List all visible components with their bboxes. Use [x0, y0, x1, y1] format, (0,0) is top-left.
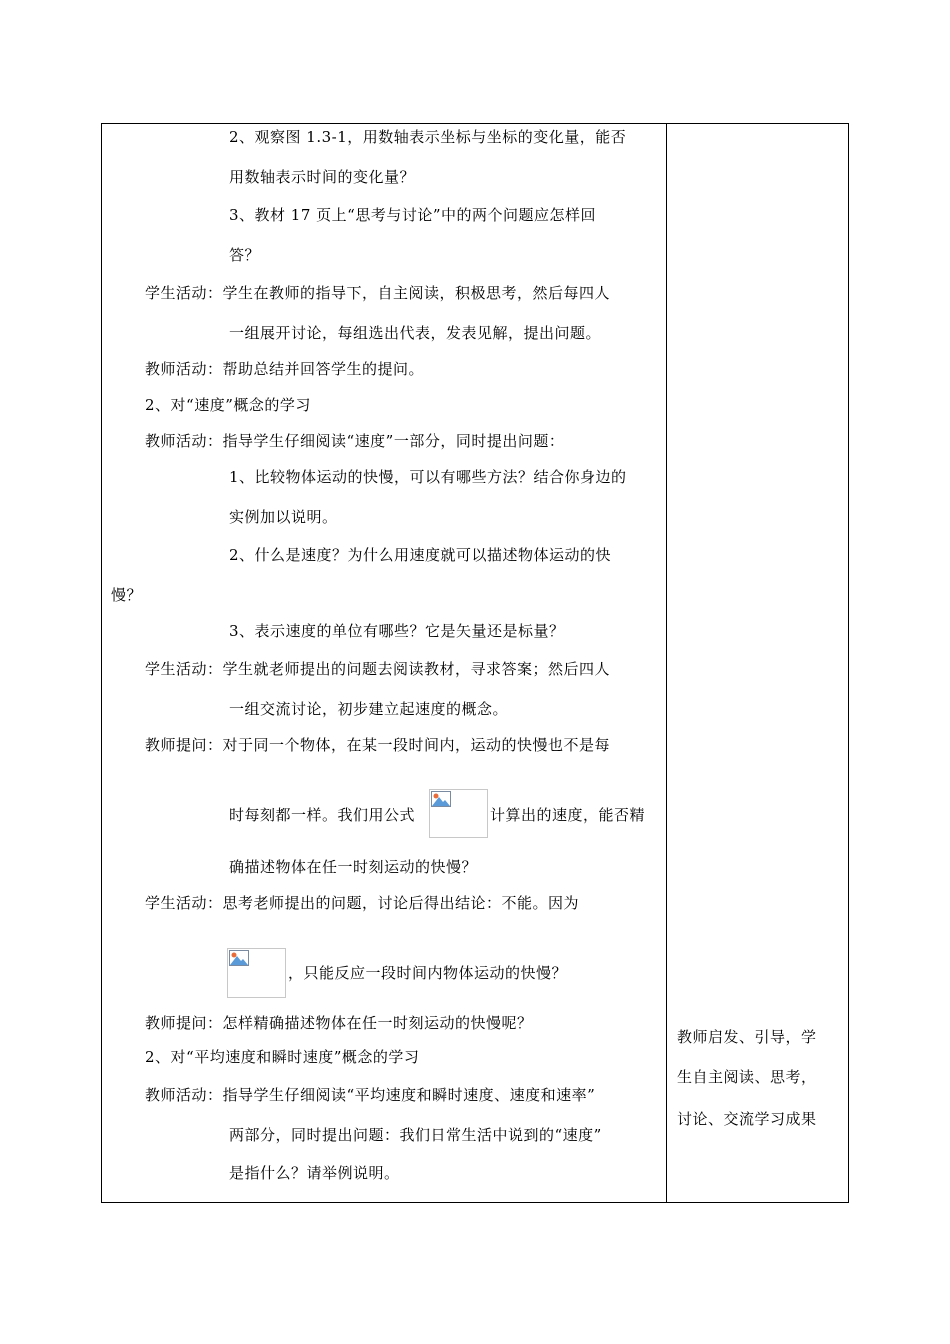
column-divider [666, 123, 667, 1203]
text-line: 2、什么是速度？为什么用速度就可以描述物体运动的快 [229, 546, 612, 564]
broken-image-icon [431, 791, 451, 807]
text-line: 3、教材 17 页上“思考与讨论”中的两个问题应怎样回 [229, 206, 597, 224]
section-heading: 2、对“平均速度和瞬时速度”概念的学习 [145, 1048, 420, 1066]
text-line: 学生活动：思考老师提出的问题，讨论后得出结论：不能。因为 [145, 894, 580, 912]
text-line: 一组交流讨论，初步建立起速度的概念。 [229, 700, 509, 718]
text-line: 一组展开讨论，每组选出代表，发表见解，提出问题。 [229, 324, 602, 342]
text-line: 实例加以说明。 [229, 508, 338, 526]
side-note-line: 教师启发、引导，学 [677, 1028, 817, 1046]
text-line: 学生活动：学生就老师提出的问题去阅读教材，寻求答案；然后四人 [145, 660, 611, 678]
text-line: 教师活动：指导学生仔细阅读“平均速度和瞬时速度、速度和速率” [145, 1086, 596, 1104]
text-line: 3、表示速度的单位有哪些？它是矢量还是标量？ [229, 622, 565, 640]
side-note-line: 讨论、交流学习成果 [677, 1110, 817, 1128]
text-line: 用数轴表示时间的变化量？ [229, 168, 416, 186]
side-note-line: 生自主阅读、思考， [677, 1068, 817, 1086]
text-line: 确描述物体在任一时刻运动的快慢？ [229, 858, 478, 876]
broken-image-icon [229, 950, 249, 966]
section-heading: 2、对“速度”概念的学习 [145, 396, 311, 414]
formula-image-placeholder [429, 789, 488, 838]
text-line: 答？ [229, 246, 261, 264]
text-line: 教师提问：怎样精确描述物体在任一时刻运动的快慢呢？ [145, 1014, 533, 1032]
text-line: 学生活动：学生在教师的指导下，自主阅读，积极思考，然后每四人 [145, 284, 611, 302]
text-line: 2、观察图 1.3-1，用数轴表示坐标与坐标的变化量，能否 [229, 128, 627, 146]
text-line: 教师活动：帮助总结并回答学生的提问。 [145, 360, 425, 378]
formula-image-placeholder [227, 948, 286, 998]
text-line: 是指什么？请举例说明。 [229, 1164, 400, 1182]
text-line: 教师活动：指导学生仔细阅读“速度”一部分，同时提出问题： [145, 432, 565, 450]
text-line: 慢？ [111, 586, 143, 604]
text-line: 时每刻都一样。我们用公式 [229, 806, 416, 824]
text-line: ，只能反应一段时间内物体运动的快慢？ [288, 964, 568, 982]
text-line: 计算出的速度，能否精 [490, 806, 646, 824]
text-line: 1、比较物体运动的快慢，可以有哪些方法？结合你身边的 [229, 468, 627, 486]
text-line: 两部分，同时提出问题：我们日常生活中说到的“速度” [229, 1126, 602, 1144]
text-line: 教师提问：对于同一个物体，在某一段时间内，运动的快慢也不是每 [145, 736, 611, 754]
